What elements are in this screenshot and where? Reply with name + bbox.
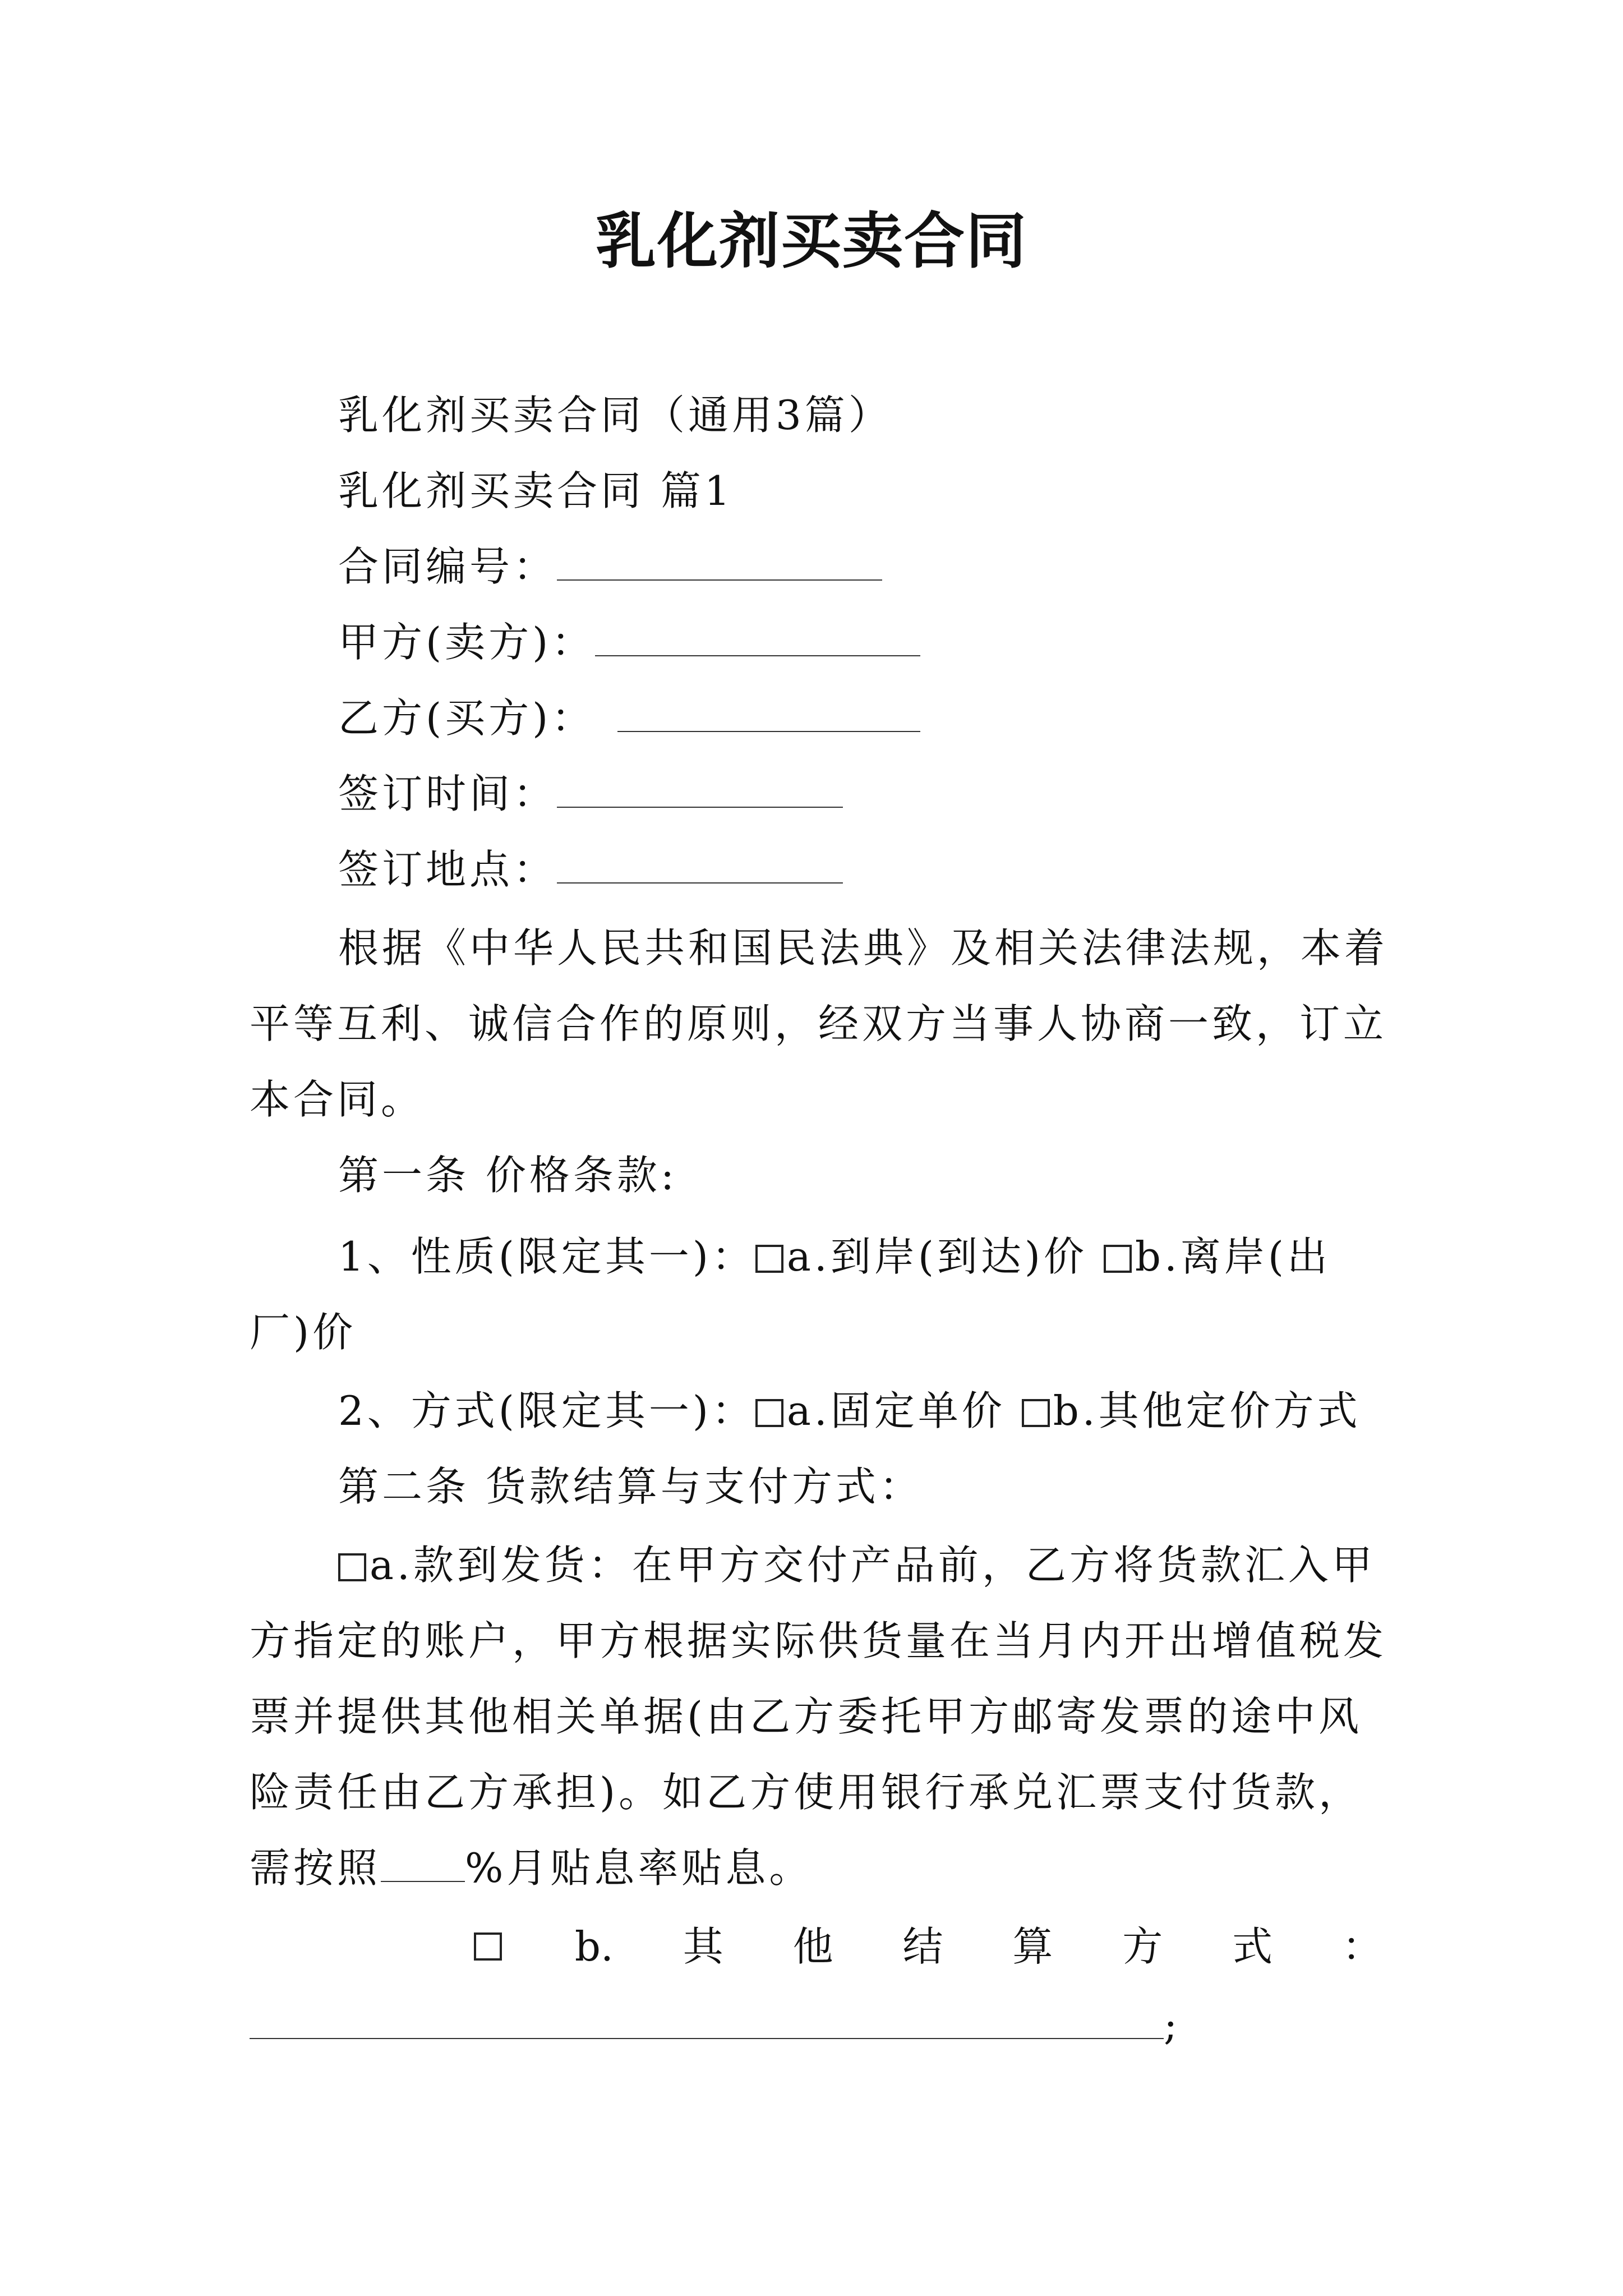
party-a-blank — [595, 620, 920, 656]
document-subtitle: 乳化剂买卖合同（通用3篇） — [338, 392, 892, 439]
section-heading: 乳化剂买卖合同 篇1 — [338, 467, 734, 514]
contract-number-blank — [557, 545, 882, 581]
party-a-row — [338, 614, 920, 670]
article-2-option-a-line-4: 险责任由乙方承担)。如乙方使用银行承兑汇票支付货款， — [250, 1769, 1363, 1816]
article-2-option-a-line-1 — [338, 1537, 1376, 1593]
checkbox-a-icon — [755, 1245, 783, 1273]
discount-rate-suffix: %月贴息率贴息。 — [465, 1844, 813, 1892]
article-2-option-b-line — [474, 1918, 1382, 1975]
item-1-option-b: b.离岸(出 — [1135, 1233, 1331, 1280]
article-1-item-1-cont: 厂)价 — [250, 1309, 357, 1356]
item-2-label: 2、方式(限定其一)： — [338, 1387, 755, 1434]
article-1-heading: 第一条 价格条款: — [338, 1152, 678, 1199]
article-2-heading: 第二条 货款结算与支付方式： — [338, 1463, 923, 1510]
party-a-label: 甲方(卖方)： — [338, 619, 596, 666]
preamble-line-3: 本合同。 — [250, 1076, 425, 1123]
article-1-item-2 — [338, 1383, 1361, 1439]
sign-time-label: 签订时间： — [338, 770, 557, 817]
contract-number-label: 合同编号： — [338, 543, 557, 590]
checkbox-a-icon — [755, 1399, 783, 1427]
sign-place-row — [338, 841, 843, 898]
other-settlement-blank — [250, 2003, 1164, 2039]
option-b-char: b. — [574, 1923, 614, 1970]
item-1-option-a: a.到岸(到达)价 — [787, 1233, 1104, 1280]
option-b-char: 他 — [792, 1923, 833, 1970]
item-2-option-b: b.其他定价方式 — [1053, 1387, 1361, 1434]
preamble-line-2: 平等互利、诚信合作的原则，经双方当事人协商一致，订立 — [250, 1000, 1387, 1047]
checkbox-b-icon — [1022, 1399, 1050, 1427]
contract-number-row — [338, 539, 882, 595]
party-b-row — [338, 690, 920, 746]
sign-time-row — [338, 766, 843, 822]
article-2-option-a-line-3: 票并提供其他相关单据(由乙方委托甲方邮寄发票的途中风 — [250, 1693, 1363, 1740]
sign-time-blank — [557, 772, 843, 808]
party-b-blank — [617, 696, 920, 732]
article-2-option-b-blank-row — [250, 1997, 1181, 2053]
option-b-char: 结 — [902, 1923, 943, 1970]
article-2-option-a-line-5 — [250, 1840, 813, 1896]
sign-place-label: 签订地点： — [338, 846, 557, 893]
checkbox-a-icon — [338, 1553, 366, 1581]
option-b-char: 式 — [1232, 1923, 1273, 1970]
preamble-line-1: 根据《中华人民共和国民法典》及相关法律法规，本着 — [338, 924, 1389, 972]
option-b-end: ; — [1164, 2001, 1181, 2049]
option-b-char: 算 — [1012, 1923, 1053, 1970]
discount-rate-prefix: 需按照 — [250, 1844, 381, 1892]
option-a-text: a.款到发货：在甲方交付产品前，乙方将货款汇入甲 — [370, 1542, 1376, 1589]
option-b-char: 其 — [683, 1923, 723, 1970]
item-2-option-a: a.固定单价 — [787, 1387, 1022, 1434]
option-b-char: ： — [1341, 1923, 1382, 1970]
sign-place-blank — [557, 848, 843, 884]
document-title: 乳化剂买卖合同 — [595, 206, 1027, 277]
party-b-label: 乙方(买方)： — [338, 694, 596, 742]
checkbox-b-icon — [1104, 1245, 1132, 1273]
option-b-char: 方 — [1122, 1923, 1163, 1970]
item-1-label: 1、性质(限定其一)： — [338, 1233, 755, 1280]
article-2-option-a-line-2: 方指定的账户，甲方根据实际供货量在当月内开出增值税发 — [250, 1617, 1387, 1664]
checkbox-b-icon — [474, 1932, 502, 1961]
discount-rate-blank — [381, 1846, 465, 1882]
article-1-item-1 — [338, 1228, 1331, 1285]
